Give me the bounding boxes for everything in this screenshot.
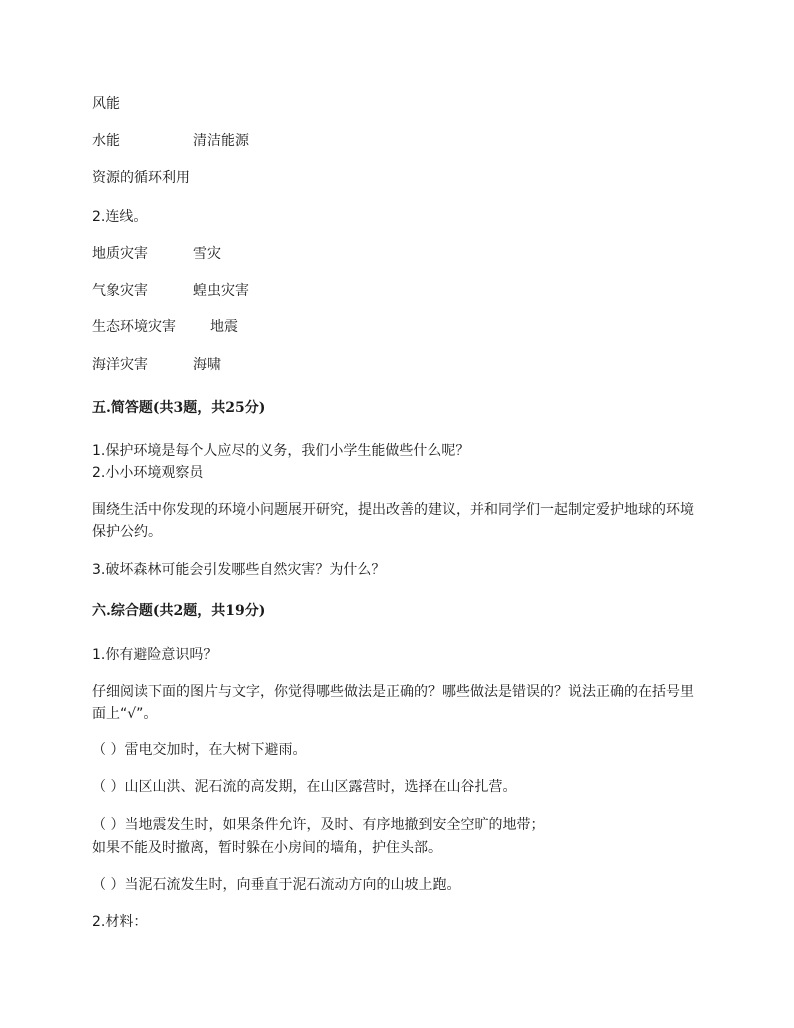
energy-wind: 风能 <box>92 96 120 112</box>
section-6-title: 六.综合题(共2题，共19分) <box>92 603 266 619</box>
option-4: （ ）当泥石流发生时，向垂直于泥石流动方向的山坡上跑。 <box>92 877 461 893</box>
match-right-2: 蝗虫灾害 <box>193 283 249 299</box>
section-6-q1-body: 仔细阅读下面的图片与文字，你觉得哪些做法是正确的？哪些做法是错误的？说法正确的在括号里面上“√”。 <box>92 684 694 722</box>
section-5-q1: 1.保护环境是每个人应尽的义务，我们小学生能做些什么呢？ <box>92 443 470 459</box>
section-6-q2: 2.材料： <box>92 914 148 930</box>
question-2-title: 2.连线。 <box>92 209 148 225</box>
energy-recycle: 资源的循环利用 <box>92 170 190 186</box>
match-left-1: 地质灾害 <box>92 246 148 262</box>
option-3a: （ ）当地震发生时，如果条件允许，及时、有序地撤到安全空旷的地带； <box>92 817 545 833</box>
match-right-3: 地震 <box>210 319 238 335</box>
section-5-title: 五.简答题(共3题，共25分) <box>92 400 266 416</box>
section-5-q2: 2.小小环境观察员 <box>92 465 204 481</box>
option-3b: 如果不能及时撤离，暂时躲在小房间的墙角，护住头部。 <box>92 840 442 856</box>
section-5-q3: 3.破坏森林可能会引发哪些自然灾害？为什么？ <box>92 562 386 578</box>
match-left-2: 气象灾害 <box>92 283 148 299</box>
match-right-1: 雪灾 <box>193 246 221 262</box>
section-5-q2-body: 围绕生活中你发现的环境小问题展开研究，提出改善的建议，并和同学们一起制定爱护地球的环境保护公约。 <box>92 502 694 540</box>
option-2: （ ）山区山洪、泥石流的高发期，在山区露营时，选择在山谷扎营。 <box>92 779 517 795</box>
match-left-4: 海洋灾害 <box>92 357 148 373</box>
energy-water: 水能 <box>92 133 120 149</box>
match-right-4: 海啸 <box>193 357 221 373</box>
match-left-3: 生态环境灾害 <box>92 319 176 335</box>
section-6-q1: 1.你有避险意识吗？ <box>92 647 218 663</box>
option-1: （ ）雷电交加时，在大树下避雨。 <box>92 742 307 758</box>
energy-clean: 清洁能源 <box>193 133 249 149</box>
